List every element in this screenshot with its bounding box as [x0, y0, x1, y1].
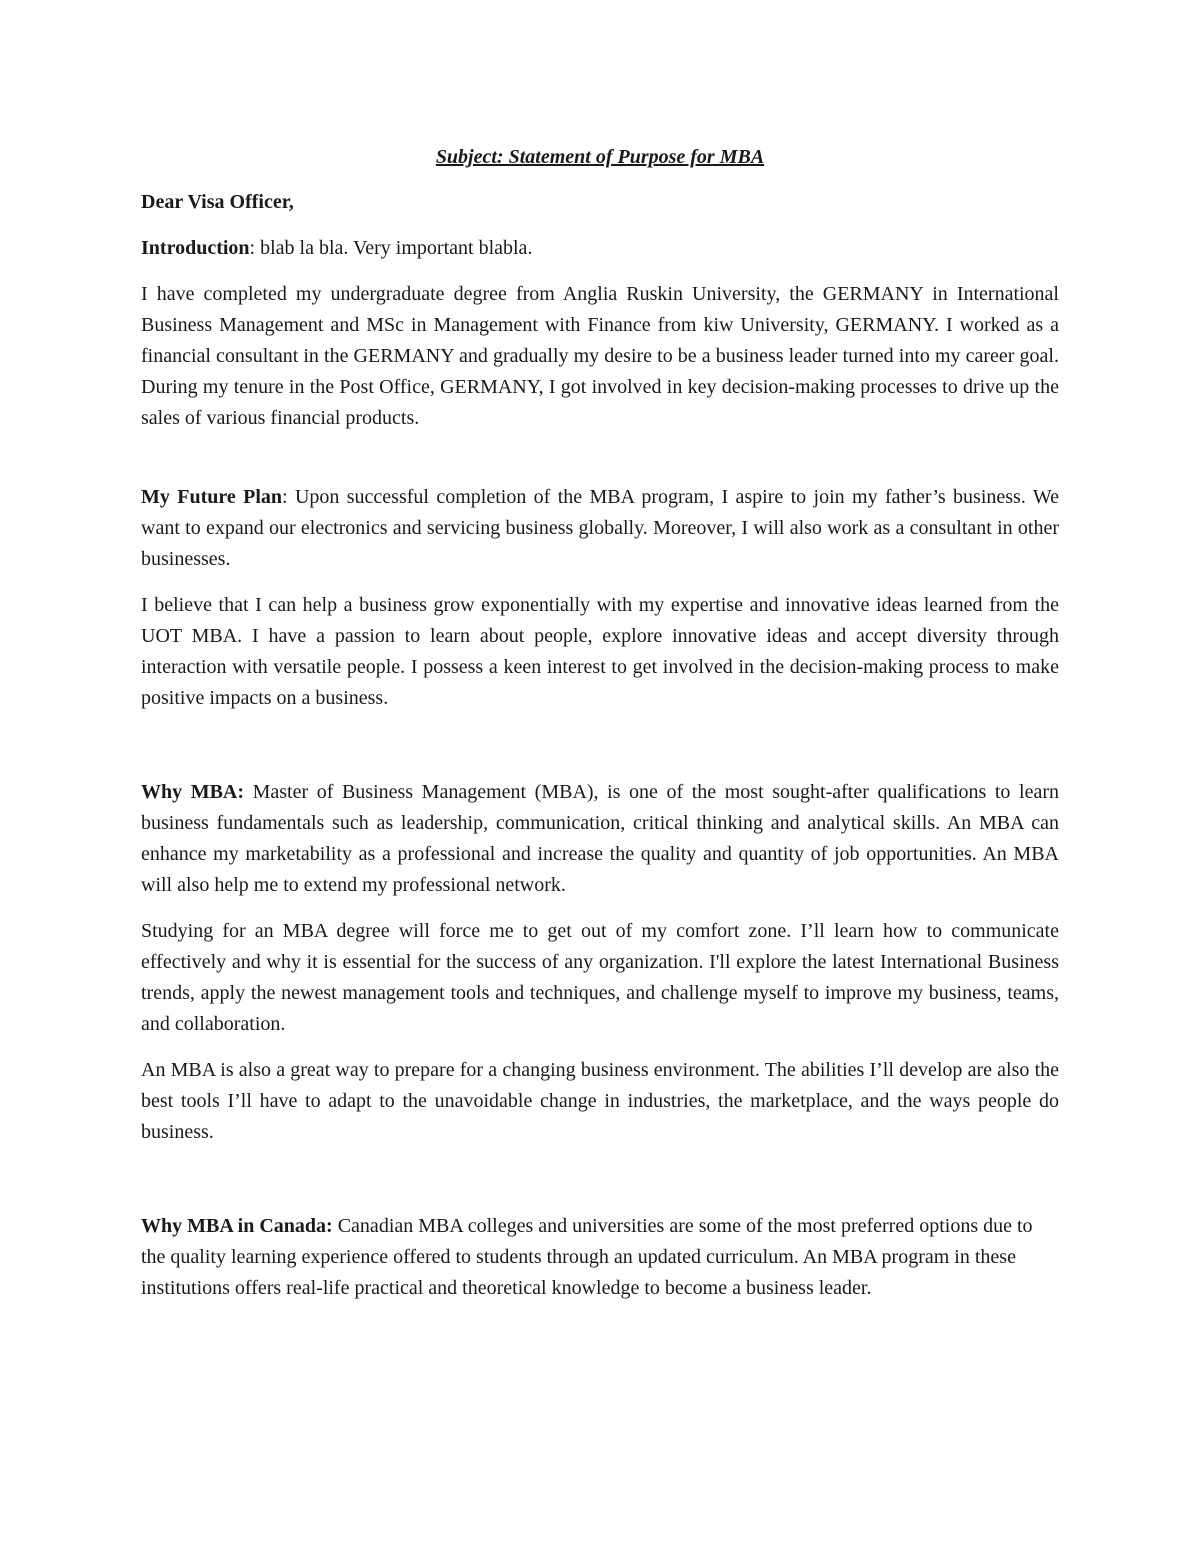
salutation: Dear Visa Officer,: [141, 191, 294, 213]
background-paragraph: I have completed my undergraduate degree from Anglia Ruskin University, the GERMANY in International Business Management and MSc in Management with Finance from kiw University, GERMANY. I worked as a financial consultant in the GERMANY and gradually my desire to be a business leader turned into my career goal. During my tenure in the Post Office, GERMANY, I got involved in key decision-making processes to drive up the sales of various financial products.: [141, 283, 1059, 429]
future-plan-text: : Upon successful completion of the MBA program, I aspire to join my father’s business. We want to expand our electronics and servicing business globally. Moreover, I will also work as a consultant in other businesses.: [141, 486, 1059, 570]
page-title: Subject: Statement of Purpose for MBA: [435, 146, 765, 168]
why-canada-label: Why MBA in Canada:: [141, 1215, 333, 1237]
why-mba-text: Master of Business Management (MBA), is one of the most sought-after qualifications to learn business fundamentals such as leadership, communication, critical thinking and analytical skills. An MBA can enhance my marketability as a professional and increase the quality and quantity of job opportunities. An MBA will also help me to extend my professional network.: [141, 781, 1059, 896]
belief-paragraph: I believe that I can help a business grow exponentially with my expertise and innovative ideas learned from the UOT MBA. I have a passion to learn about people, explore innovative ideas and accept diversity through interaction with versatile people. I possess a keen interest to get involved in the decision-making process to make positive impacts on a business.: [141, 594, 1059, 709]
intro-paragraph: [141, 233, 1059, 264]
future-plan-paragraph: [141, 482, 1059, 575]
document-body: [141, 140, 1059, 1319]
why-mba-paragraph: [141, 777, 1059, 901]
why-mba-label: Why MBA:: [141, 781, 245, 803]
studying-paragraph: Studying for an MBA degree will force me to get out of my comfort zone. I’ll learn how to communicate effectively and why it is essential for the success of any organization. I'll explore the latest International Business trends, apply the newest management tools and techniques, and challenge myself to improve my business, teams, and collaboration.: [141, 920, 1059, 1035]
future-plan-label: My Future Plan: [141, 486, 283, 508]
intro-label: Introduction: [141, 237, 250, 259]
why-canada-text: Canadian MBA colleges and universities are some of the most preferred options due to the quality learning experience offered to students through an updated curriculum. An MBA program in these institutions offers real-life practical and theoretical knowledge to become a business leader.: [141, 1215, 1033, 1299]
why-canada-paragraph: [141, 1211, 1059, 1304]
prepare-paragraph: An MBA is also a great way to prepare for a changing business environment. The abilities I’ll develop are also the best tools I’ll have to adapt to the unavoidable change in industries, the marketplace, and the ways people do business.: [141, 1059, 1059, 1143]
intro-text: : blab la bla. Very important blabla.: [249, 237, 533, 259]
